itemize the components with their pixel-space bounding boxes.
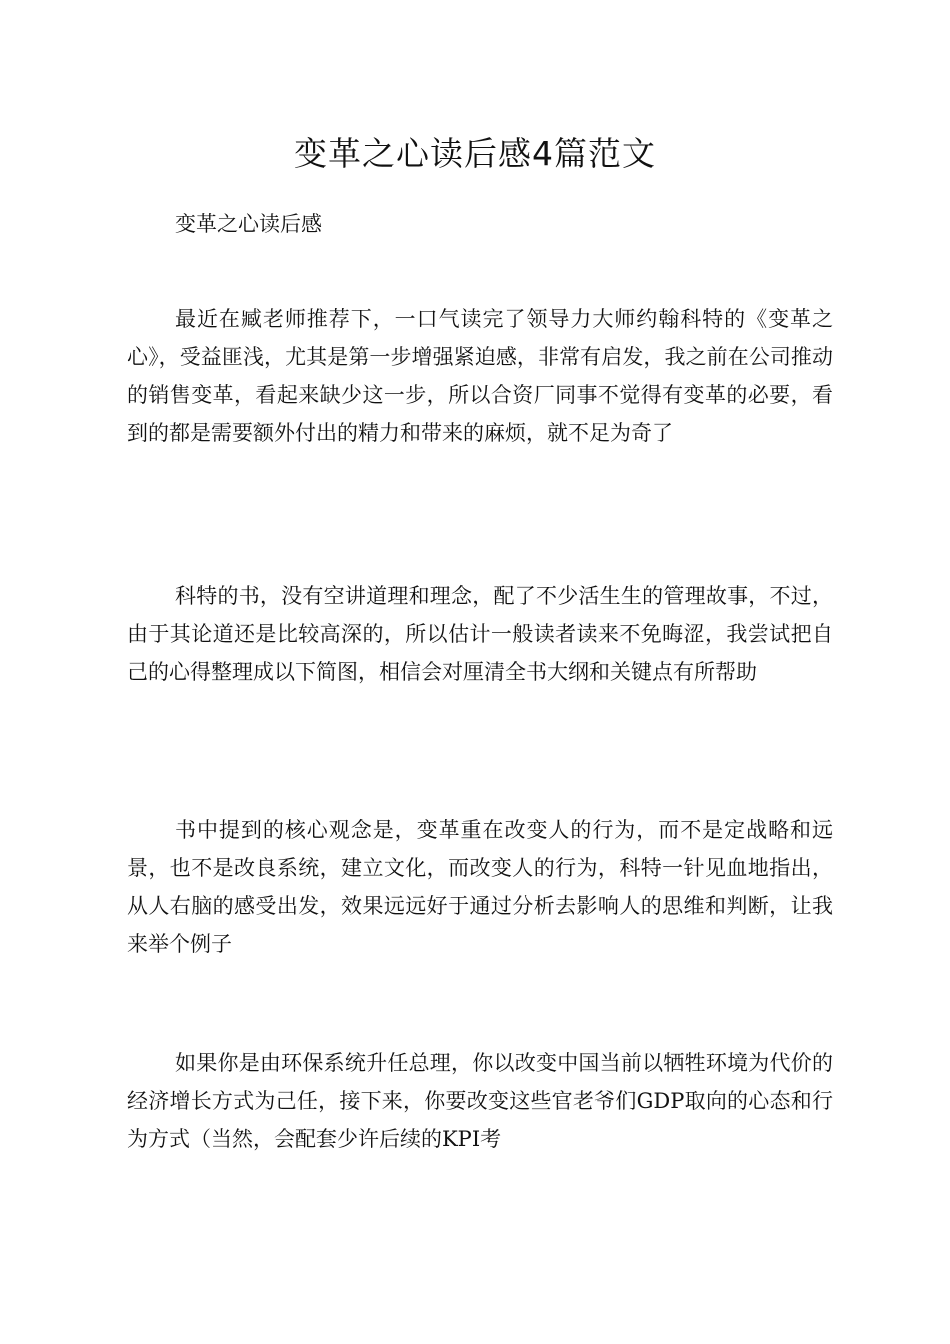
paragraph-1: 最近在臧老师推荐下，一口气读完了领导力大师约翰科特的《变革之心》，受益匪浅，尤其是第一步增强紧迫感，非常有启发，我之前在公司推动的销售变革，看起来缺少这一步，所以合资厂同事不觉得有变革的必要，看到的都是需要额外付出的精力和带来的麻烦，就不足为奇了 bbox=[127, 307, 833, 445]
paragraph-3: 书中提到的核心观念是，变革重在改变人的行为，而不是定战略和远景，也不是改良系统，建立文化，而改变人的行为，科特一针见血地指出，从人右脑的感受出发，效果远远好于通过分析去影响人的思维和判断，让我来举个例子 bbox=[127, 818, 833, 956]
paragraph-4: 如果你是由环保系统升任总理，你以改变中国当前以牺牲环境为代价的经济增长方式为己任，接下来，你要改变这些官老爷们GDP取向的心态和行为方式（当然，会配套少许后续的KPI考 bbox=[127, 1051, 833, 1151]
paragraph-2: 科特的书，没有空讲道理和理念，配了不少活生生的管理故事，不过，由于其论道还是比较高深的，所以估计一般读者读来不免晦涩，我尝试把自己的心得整理成以下简图，相信会对厘清全书大纲和关键点有所帮助 bbox=[127, 584, 833, 684]
document-title: 变革之心读后感4篇范文 bbox=[294, 134, 656, 173]
document-subtitle: 变革之心读后感 bbox=[175, 212, 322, 236]
